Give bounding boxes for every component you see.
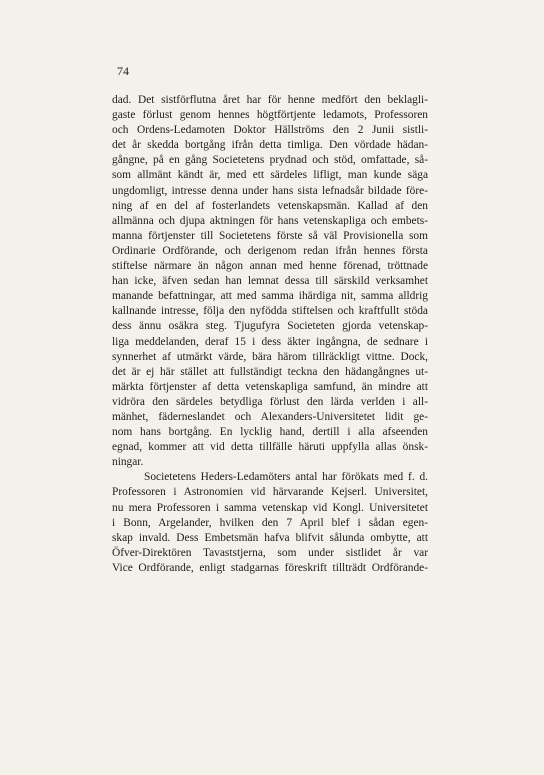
text-line: Öfver-Direktören Tavaststjerna, som under sistlidet år var xyxy=(112,546,428,559)
text-line: i Bonn, Argelander, hvilken den 7 April blef i sådan egen- xyxy=(112,516,428,529)
text-line: allmänna och djupa aktningen för hans vetenskapliga och embets- xyxy=(112,214,428,227)
text-line: ning af en del af fosterlandets vetenskapsmän. Kallad af den xyxy=(112,199,428,212)
text-line: han icke, äfven sedan han lemnat dessa till särskild verksamhet xyxy=(112,275,428,288)
text-line: och Ordens-Ledamoten Doktor Hällströms den 2 Junii sistli- xyxy=(112,124,428,137)
text-line: stiftelse närmare än någon annan med henne förenad, tröttnade xyxy=(112,260,428,273)
paragraph-end-line: ningar. xyxy=(112,456,144,469)
text-line: synnerhet af utmärkt värde, bära härom tillräckligt vittne. Dock, xyxy=(112,350,428,363)
text-line: gångne, på en gång Societetens prydnad och stöd, omfattade, så- xyxy=(112,154,428,167)
text-line: märkta förtjenster af detta vetenskapliga samfund, än mindre att xyxy=(112,380,428,393)
text-line: ungdomligt, intresse denna under hans sista lefnadsår bildade före- xyxy=(112,184,428,197)
text-line: kallnande intresse, följa den nyfödda stiftelsen och kraftfullt stöda xyxy=(112,305,428,318)
text-line: egnad, kommer att vid detta tillfälle häruti uppfylla allas önsk- xyxy=(112,441,428,454)
text-line: nom hans bortgång. En lycklig hand, dertill i alla afseenden xyxy=(112,426,428,439)
body-text xyxy=(112,93,428,576)
text-line: liga meddelanden, deraf 15 i dess äkter ingångna, de sednare i xyxy=(112,335,428,348)
text-line: manande befattningar, att med samma ihärdiga nit, samma alldrig xyxy=(112,290,428,303)
text-line: det år skedda bortgång ifrån detta timliga. Den vördade hädan- xyxy=(112,139,428,152)
paragraph-start-line: Societetens Heders-Ledamöters antal har förökats med f. d. xyxy=(144,471,428,484)
text-line: det är ej här stället att fullständigt teckna den hädangångnes ut- xyxy=(112,365,428,378)
text-line: nu mera Professoren i samma vetenskap vid Kongl. Universitetet xyxy=(112,501,428,514)
text-line: skap invald. Dess Embetsmän hafva blifvit sålunda ombytte, att xyxy=(112,531,428,544)
text-line: dad. Det sistförflutna året har för henne medfört den beklagli- xyxy=(112,94,428,106)
text-line: vidröra den särdeles betydliga förlust den lärda verlden i all- xyxy=(112,395,428,408)
text-line: mänhet, fäderneslandet och Alexanders-Universitetet lidit ge- xyxy=(112,410,428,423)
text-line: dess ännu osäkra steg. Tjugufyra Societeten gjorda vetenskap- xyxy=(112,320,428,333)
page-number: 74 xyxy=(117,64,129,78)
text-line: som allmänt kändt är, med ett särdeles lifligt, man kunde säga xyxy=(112,169,428,182)
text-line: gaste förlust genom hennes högtförtjente ledamots, Professoren xyxy=(112,109,428,122)
text-line: manna förtjenster till Societetens förste så väl Provisionella som xyxy=(112,229,428,242)
text-line: Vice Ordförande, enligt stadgarnas föreskrift tillträdt Ordförande- xyxy=(112,561,428,574)
text-line: Professoren i Astronomien vid härvarande Kejserl. Universitet, xyxy=(112,486,428,499)
text-line: Ordinarie Ordförande, och derigenom redan ifrån hennes första xyxy=(112,244,428,257)
